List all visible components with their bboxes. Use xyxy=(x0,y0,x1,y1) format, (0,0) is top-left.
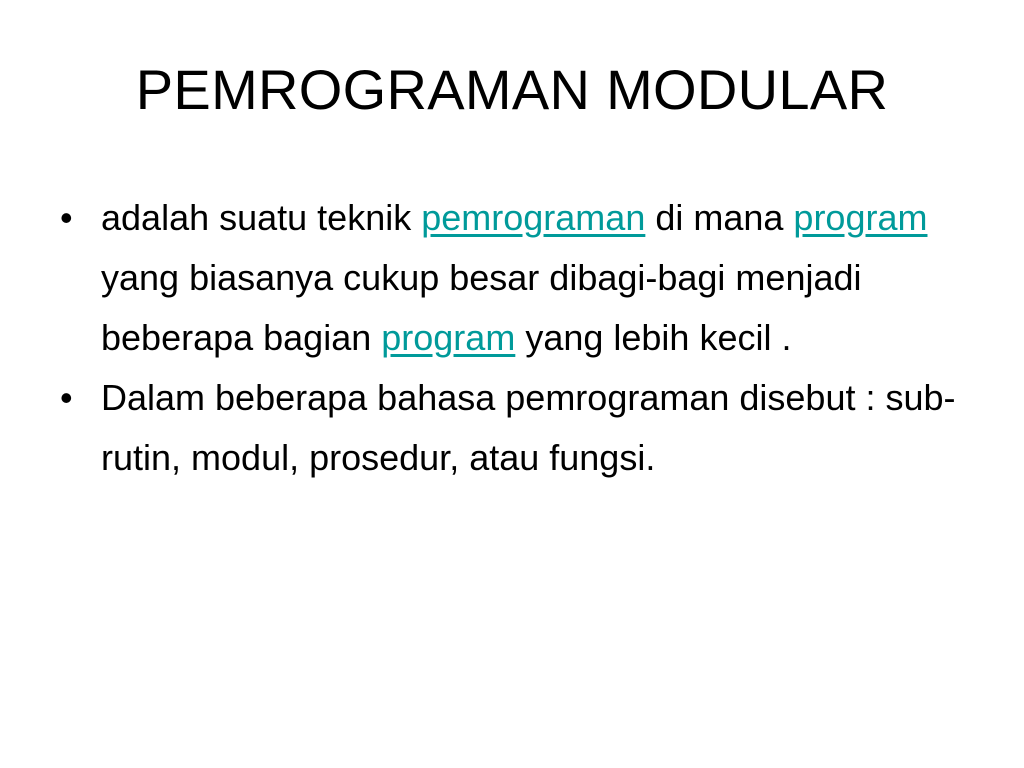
link-program[interactable]: program xyxy=(793,197,928,238)
bullet-dot-icon: • xyxy=(60,197,73,238)
bullet-text: yang lebih kecil . xyxy=(515,317,792,358)
slide-title: PEMROGRAMAN MODULAR xyxy=(135,58,889,121)
bullet-item-2 xyxy=(60,368,980,488)
bullet-item-1 xyxy=(60,188,980,368)
bullet-dot-icon: • xyxy=(60,377,73,418)
link-pemrograman[interactable]: pemrograman xyxy=(421,197,646,238)
bullet-text: yang biasanya cukup besar dibagi-bagi menjadi beberapa bagian xyxy=(101,257,862,358)
link-program[interactable]: program xyxy=(381,317,516,358)
bullet-text: adalah suatu teknik xyxy=(101,197,422,238)
bullet-text: di mana xyxy=(645,197,794,238)
bullet-text: Dalam beberapa bahasa pemrograman disebut : sub-rutin, modul, prosedur, atau fungsi. xyxy=(101,377,956,478)
bullet-list xyxy=(60,188,980,488)
